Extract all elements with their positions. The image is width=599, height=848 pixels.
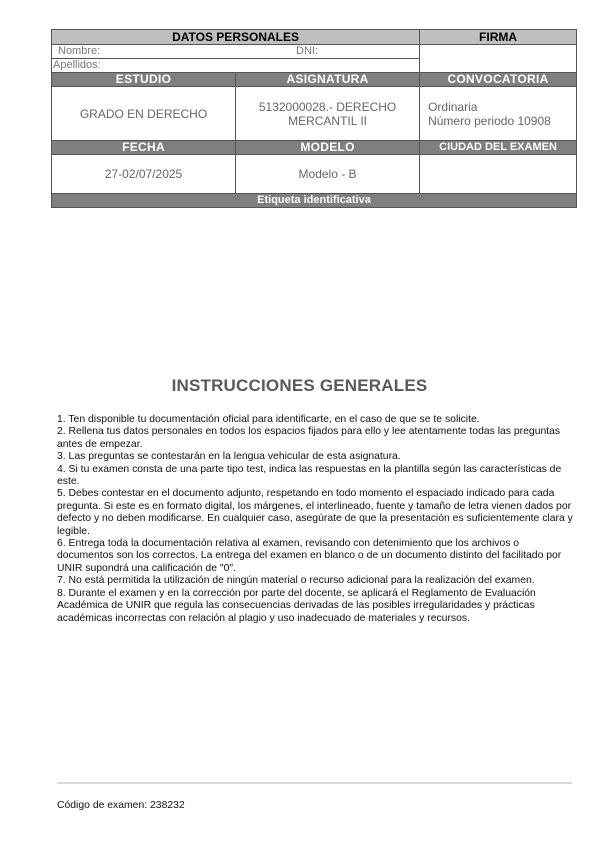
nombre-label: Nombre:	[58, 45, 101, 57]
convocatoria-type: Ordinaria	[428, 99, 478, 114]
etiqueta-identificativa: Etiqueta identificativa	[52, 194, 577, 208]
ciudad-value[interactable]	[420, 155, 577, 194]
asignatura-code-name: 5132000028.- DERECHO	[258, 99, 397, 114]
asignatura-value	[236, 87, 420, 141]
firma-heading: FIRMA	[420, 30, 577, 45]
instruction-item: 2. Rellena tus datos personales en todos los espacios fijados para ello y lee atentamente todas las preguntas antes de empezar.	[57, 426, 561, 450]
exam-code	[57, 800, 185, 811]
exam-code-label: Código de examen:	[57, 800, 148, 811]
estudio-value: GRADO EN DERECHO	[52, 87, 236, 141]
dni-label: DNI:	[296, 45, 318, 57]
exam-header-table	[51, 29, 577, 208]
datos-personales-heading: DATOS PERSONALES	[52, 30, 420, 45]
instruction-item: 4. Si tu examen consta de una parte tipo test, indica las respuestas en la plantilla según las características de este.	[57, 463, 562, 488]
fecha-value: 27-02/07/2025	[52, 155, 236, 194]
instructions-list	[57, 414, 577, 625]
convocatoria-period: Número periodo 10908	[428, 113, 551, 128]
instruction-item: 6. Entrega toda la documentación relativa al examen, revisando con detenimiento que los archivos o documentos son los correctos. La entrega del examen en blanco o de un documento distinto del facilitado por UNIR supondrá una calificación de "0".	[57, 538, 562, 574]
instruction-item: 5. Debes contestar en el documento adjunto, respetando en todo momento el espaciado indicado para cada pregunta. Si este es en formato digital, los márgenes, el interlineado, fuente y tamaño de letra vienen dados por defecto y no deben modificarse. En cualquier caso, asegúrate de que la presentación es suficientemente clara y legible.	[57, 488, 573, 537]
instruction-item: 1. Ten disponible tu documentación oficial para identificarte, en el caso de que se te solicite.	[57, 414, 480, 425]
instruction-item: 7. No está permitida la utilización de ningún material o recurso adicional para la realización del examen.	[57, 575, 535, 587]
modelo-value: Modelo - B	[236, 155, 420, 194]
estudio-heading: ESTUDIO	[52, 73, 236, 87]
firma-box[interactable]	[420, 45, 577, 73]
modelo-heading: MODELO	[236, 141, 420, 155]
convocatoria-heading: CONVOCATORIA	[420, 73, 577, 87]
instruction-item: 8. Durante el examen y en la corrección por parte del docente, se aplicará el Reglamento de Evaluación Académica de UNIR que regula las consecuencias derivadas de las posibles irregularidades y prácticas académicas incorrectas con relación al plagio y uso inadecuado de materiales y recursos.	[57, 587, 536, 624]
apellidos-field[interactable]	[52, 59, 420, 73]
convocatoria-value	[420, 87, 577, 141]
instructions-title: INSTRUCCIONES GENERALES	[171, 376, 428, 395]
asignatura-name-cont: MERCANTIL II	[288, 113, 367, 128]
instruction-item: 3. Las preguntas se contestarán en la lengua vehicular de esta asignatura.	[57, 451, 401, 463]
apellidos-label: Apellidos:	[53, 59, 101, 71]
exam-code-value: 238232	[150, 800, 185, 811]
asignatura-heading: ASIGNATURA	[236, 73, 420, 87]
footer-divider	[57, 782, 572, 784]
ciudad-heading: CIUDAD DEL EXAMEN	[420, 141, 577, 155]
fecha-heading: FECHA	[52, 141, 236, 155]
nombre-dni-field[interactable]	[52, 45, 420, 59]
